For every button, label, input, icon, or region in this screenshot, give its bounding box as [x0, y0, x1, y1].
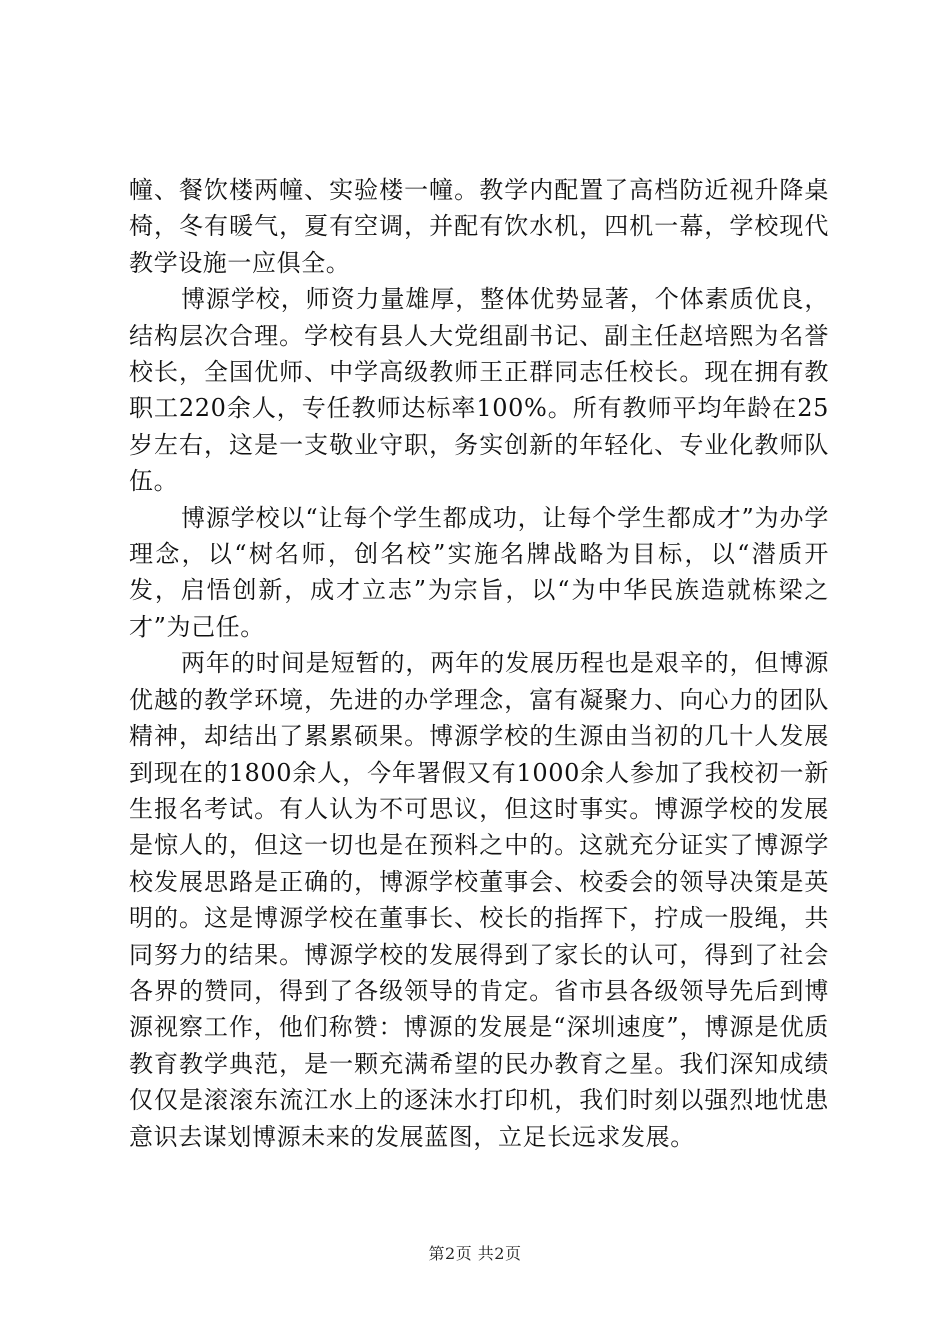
paragraph-2: 博源学校，师资力量雄厚，整体优势显著，个体素质优良，结构层次合理。学校有县人大党组副书记、副主任赵培熙为名誉校长，全国优师、中学高级教师王正群同志任校长。现在拥有教职工220余人，专任教师达标率100%。所有教师平均年龄在25岁左右，这是一支敬业守职，务实创新的年轻化、专业化教师队伍。 — [129, 285, 829, 496]
paragraph-3: 博源学校以“让每个学生都成功，让每个学生都成才”为办学理念，以“树名师，创名校”实施名牌战略为目标，以“潜质开发，启悟创新，成才立志”为宗旨，以“为中华民族造就栋梁之才”为己任。 — [129, 503, 829, 641]
page-footer: 第2页 共2页 — [428, 1244, 522, 1263]
paragraph-4: 两年的时间是短暂的，两年的发展历程也是艰辛的，但博源优越的教学环境，先进的办学理念，富有凝聚力、向心力的团队精神，却结出了累累硕果。博源学校的生源由当初的几十人发展到现在的1800余人，今年署假又有1000余人参加了我校初一新生报名考试。有人认为不可思议，但这时事实。博源学校的发展是惊人的，但这一切也是在预料之中的。这就充分证实了博源学校发展思路是正确的，博源学校董事会、校委会的领导决策是英明的。这是博源学校在董事长、校长的指挥下，拧成一股绳，共同努力的结果。博源学校的发展得到了家长的认可，得到了社会各界的赞同，得到了各级领导的肯定。省市县各级领导先后到博源视察工作，他们称赞：博源的发展是“深圳速度”，博源是优质教育教学典范，是一颗充满希望的民办教育之星。我们深知成绩仅仅是滚滚东流江水上的逐沫水打印机，我们时刻以强烈地忧患意识去谋划博源未来的发展蓝图，立足长远求发展。 — [129, 649, 829, 1151]
document-body — [129, 172, 829, 1155]
paragraph-1: 幢、餐饮楼两幢、实验楼一幢。教学内配置了高档防近视升降桌椅，冬有暖气，夏有空调，并配有饮水机，四机一幕，学校现代教学设施一应俱全。 — [129, 176, 829, 277]
